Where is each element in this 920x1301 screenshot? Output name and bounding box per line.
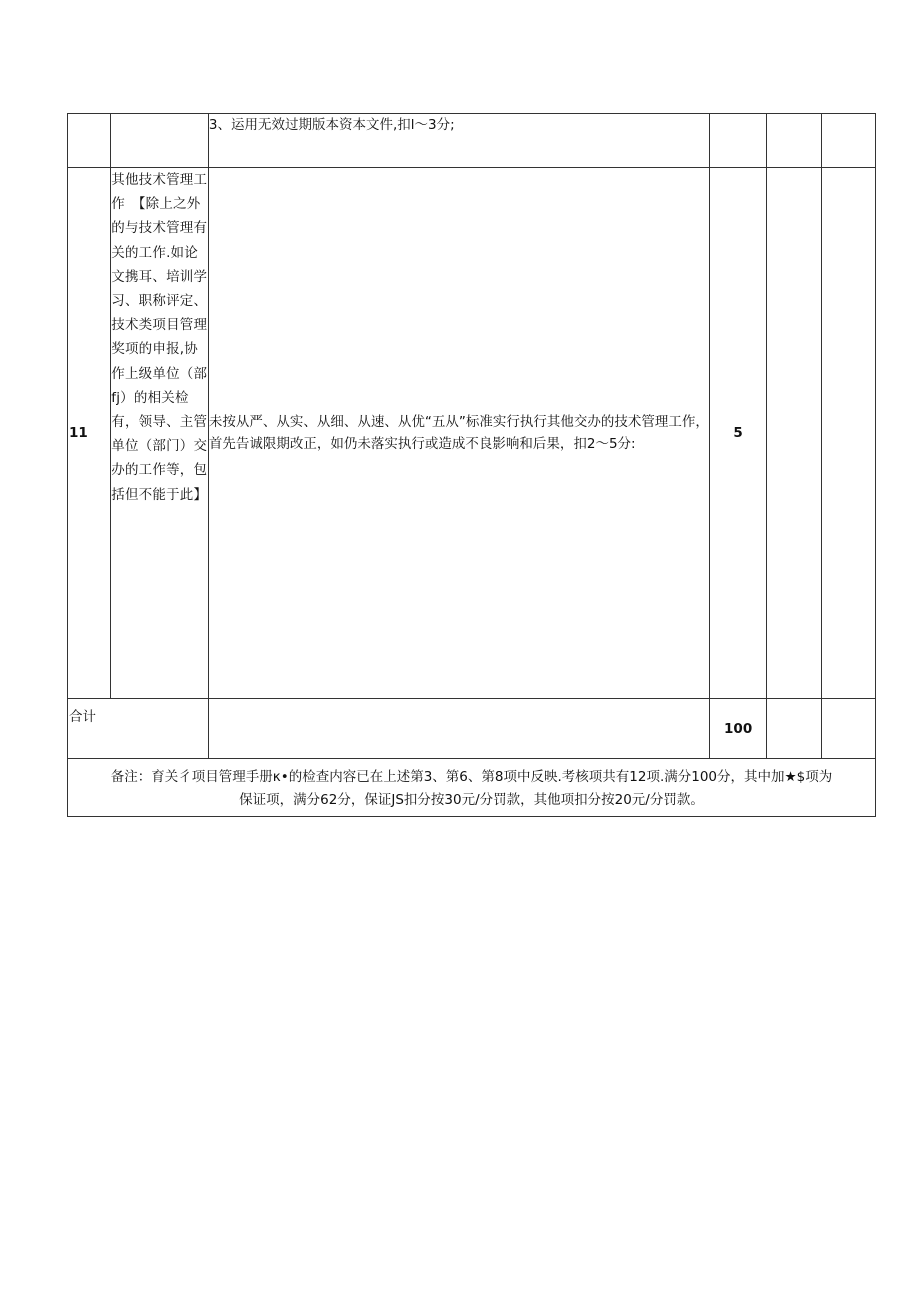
standard-cell — [208, 114, 709, 168]
total-label: 合计 — [69, 709, 96, 725]
standard-text: 未按从严、从实、从细、从速、从优“五从”标准实行执行其他交办的技术管理工作，首先告诚限期改正，如仍未落实执行或造成不良影响和后果，扣2～5分: — [208, 414, 709, 452]
standard-cell — [208, 168, 709, 699]
note-cell — [68, 759, 876, 817]
note-line-1: 备注：育关彳项目管理手册κ•的检查内容已在上述第3、第6、第8项中反映.考核项共有12项.满分100分，其中加★$项为 — [110, 769, 833, 785]
item-cell — [111, 168, 209, 699]
row-number: 11 — [69, 425, 88, 441]
item-cell — [111, 114, 209, 168]
row-number-cell — [68, 114, 111, 168]
actual-score-cell — [821, 699, 875, 759]
assessment-table — [67, 113, 876, 817]
score-cell — [709, 168, 766, 699]
deduction-cell — [767, 699, 821, 759]
note-row — [68, 759, 876, 817]
deduction-cell — [767, 168, 821, 699]
table-row — [68, 114, 876, 168]
deduction-cell — [767, 114, 821, 168]
table-row — [68, 168, 876, 699]
total-label-cell — [68, 699, 209, 759]
actual-score-cell — [821, 168, 875, 699]
item-text: 其他技术管理工作 【除上之外的与技术管理有关的工作.如论文携耳、培训学习、职称评定、技术类项目管理奖项的申报,协作上级单位（部fj）的相关检有，领导、主管单位（部门）交办的工作等，包括但不能于此】 — [111, 172, 208, 503]
note-line-2: 保证项，满分62分，保证JS扣分按30元/分罚款，其他项扣分按20元/分罚款。 — [239, 792, 704, 808]
standard-text: 3、运用无效过期版本资本文件,扣l～3分; — [208, 117, 455, 133]
total-score-cell — [709, 699, 766, 759]
actual-score-cell — [821, 114, 875, 168]
score-value: 5 — [733, 425, 743, 441]
row-number-cell — [68, 168, 111, 699]
total-score: 100 — [724, 720, 753, 737]
total-row — [68, 699, 876, 759]
standard-cell — [208, 699, 709, 759]
score-cell — [709, 114, 766, 168]
